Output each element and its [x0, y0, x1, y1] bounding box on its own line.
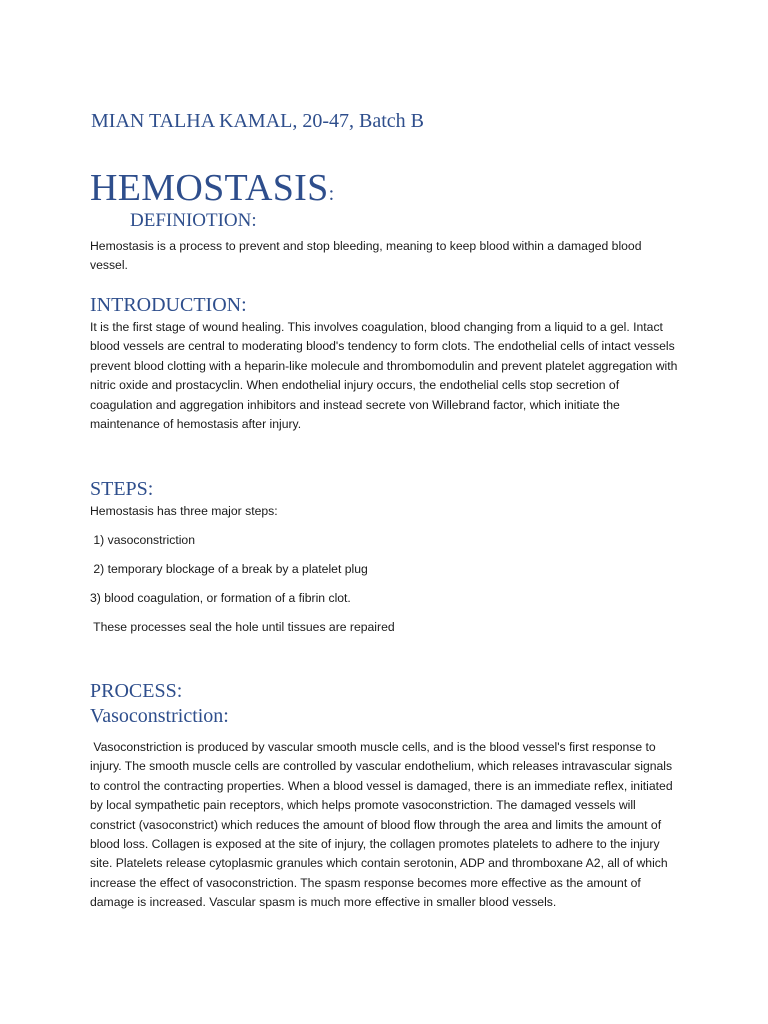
steps-item-3: 3) blood coagulation, or formation of a fibrin clot. [90, 591, 351, 605]
title-colon: : [328, 183, 335, 205]
author-line: MIAN TALHA KAMAL, 20-47, Batch B [91, 110, 425, 132]
introduction-heading: INTRODUCTION: [90, 294, 247, 316]
introduction-paragraph: It is the first stage of wound healing. This involves coagulation, blood changing from a liquid to a gel. Intact blood vessels are central to moderating blood's tendency to form clots. The endothelial cells of intact vessels prevent blood clotting with a heparin-like molecule and thrombomodulin and prevent platelet aggregation with nitric oxide and prostacyclin. When endothelial injury occurs, the endothelial cells stop secretion of coagulation and aggregation inhibitors and instead secrete von Willebrand factor, which initiate the maintenance of hemostasis after injury. [90, 320, 678, 432]
steps-intro: Hemostasis has three major steps: [90, 504, 278, 518]
steps-item-1: 1) vasoconstriction [90, 533, 195, 547]
title-text: HEMOSTASIS [90, 167, 329, 209]
definition-paragraph: Hemostasis is a process to prevent and stop bleeding, meaning to keep blood within a damaged blood vessel. [90, 239, 642, 273]
steps-closing: These processes seal the hole until tissues are repaired [90, 620, 395, 634]
document-title [90, 166, 334, 210]
vasoconstriction-paragraph: Vasoconstriction is produced by vascular smooth muscle cells, and is the blood vessel's first response to injury. The smooth muscle cells are controlled by vascular endothelium, which releases intravascular signals to control the contracting properties. When a blood vessel is damaged, there is an immediate reflex, initiated by local sympathetic pain receptors, which helps promote vasoconstriction. The damaged vessels will constrict (vasoconstrict) which reduces the amount of blood flow through the area and limits the amount of blood loss. Collagen is exposed at the site of injury, the collagen promotes platelets to adhere to the injury site. Platelets release cytoplasmic granules which contain serotonin, ADP and thromboxane A2, all of which increase the effect of vasoconstriction. The spasm response becomes more effective as the amount of damage is increased. Vascular spasm is much more effective in smaller blood vessels. [90, 740, 676, 910]
process-heading: PROCESS: [90, 680, 183, 702]
vasoconstriction-heading: Vasoconstriction: [90, 705, 229, 727]
steps-item-2: 2) temporary blockage of a break by a platelet plug [90, 562, 368, 576]
steps-heading: STEPS: [90, 478, 154, 500]
definition-heading: DEFINIOTION: [130, 210, 257, 231]
